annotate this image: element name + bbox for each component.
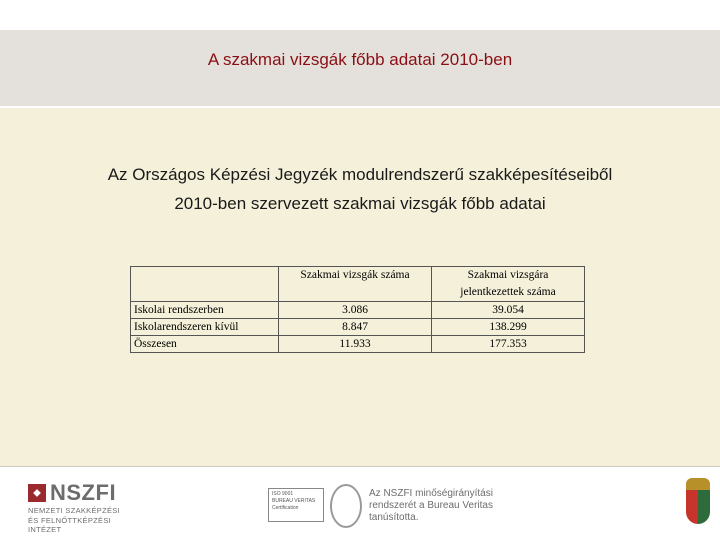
cert-text-line-3: tanúsította. xyxy=(369,512,419,523)
crown-icon xyxy=(686,478,710,490)
row-label: Iskolai rendszerben xyxy=(131,302,279,319)
logo-sub-line-2: ÉS FELNŐTTKÉPZÉSI INTÉZET xyxy=(28,515,112,534)
table-row xyxy=(131,319,585,336)
cert-box-line-2: BUREAU VERITAS xyxy=(272,498,316,504)
certification-text xyxy=(369,488,493,524)
row-applicants: 177.353 xyxy=(432,336,585,353)
row-applicants: 138.299 xyxy=(432,319,585,336)
table-header-applicants: Szakmai vizsgára jelentkezettek száma xyxy=(432,267,585,302)
title-bar xyxy=(0,30,720,106)
subtitle-line-1: Az Országos Képzési Jegyzék modulrendszerű szakképesítéseiből xyxy=(107,165,613,184)
row-applicants: 39.054 xyxy=(432,302,585,319)
cert-text-line-1: Az NSZFI minőségirányítási xyxy=(369,488,493,499)
exam-data-table xyxy=(130,266,585,353)
table-header-exams: Szakmai vizsgák száma xyxy=(279,267,432,302)
bureau-veritas-seal-icon xyxy=(330,484,362,528)
top-strip xyxy=(0,0,720,30)
table-row xyxy=(131,302,585,319)
nszfi-logo-icon xyxy=(28,480,136,534)
row-exams: 3.086 xyxy=(279,302,432,319)
table-header-empty xyxy=(131,267,279,302)
logo-subtitle xyxy=(28,506,136,535)
logo-name: NSZFI xyxy=(50,480,117,505)
slide-title: A szakmai vizsgák főbb adatai 2010-ben xyxy=(207,50,513,69)
row-label: Iskolarendszeren kívül xyxy=(131,319,279,336)
cert-text-line-2: rendszerét a Bureau Veritas xyxy=(369,500,493,511)
row-exams: 11.933 xyxy=(279,336,432,353)
table-header-row xyxy=(131,267,585,302)
cert-box-line-1: ISO 9001 xyxy=(272,491,294,497)
subtitle-line-2: 2010-ben szervezett szakmai vizsgák főbb adatai xyxy=(174,194,546,213)
row-label: Összesen xyxy=(131,336,279,353)
table-row-total xyxy=(131,336,585,353)
iso-cert-box xyxy=(268,488,324,522)
logo-sub-line-1: NEMZETI SZAKKÉPZÉSI xyxy=(28,506,120,515)
subtitle xyxy=(0,160,720,218)
row-exams: 8.847 xyxy=(279,319,432,336)
cert-box-line-3: Certification xyxy=(272,505,299,511)
hungarian-coat-of-arms-icon xyxy=(686,478,710,528)
nszfi-mark-icon xyxy=(28,484,46,502)
shield-icon xyxy=(686,490,710,524)
